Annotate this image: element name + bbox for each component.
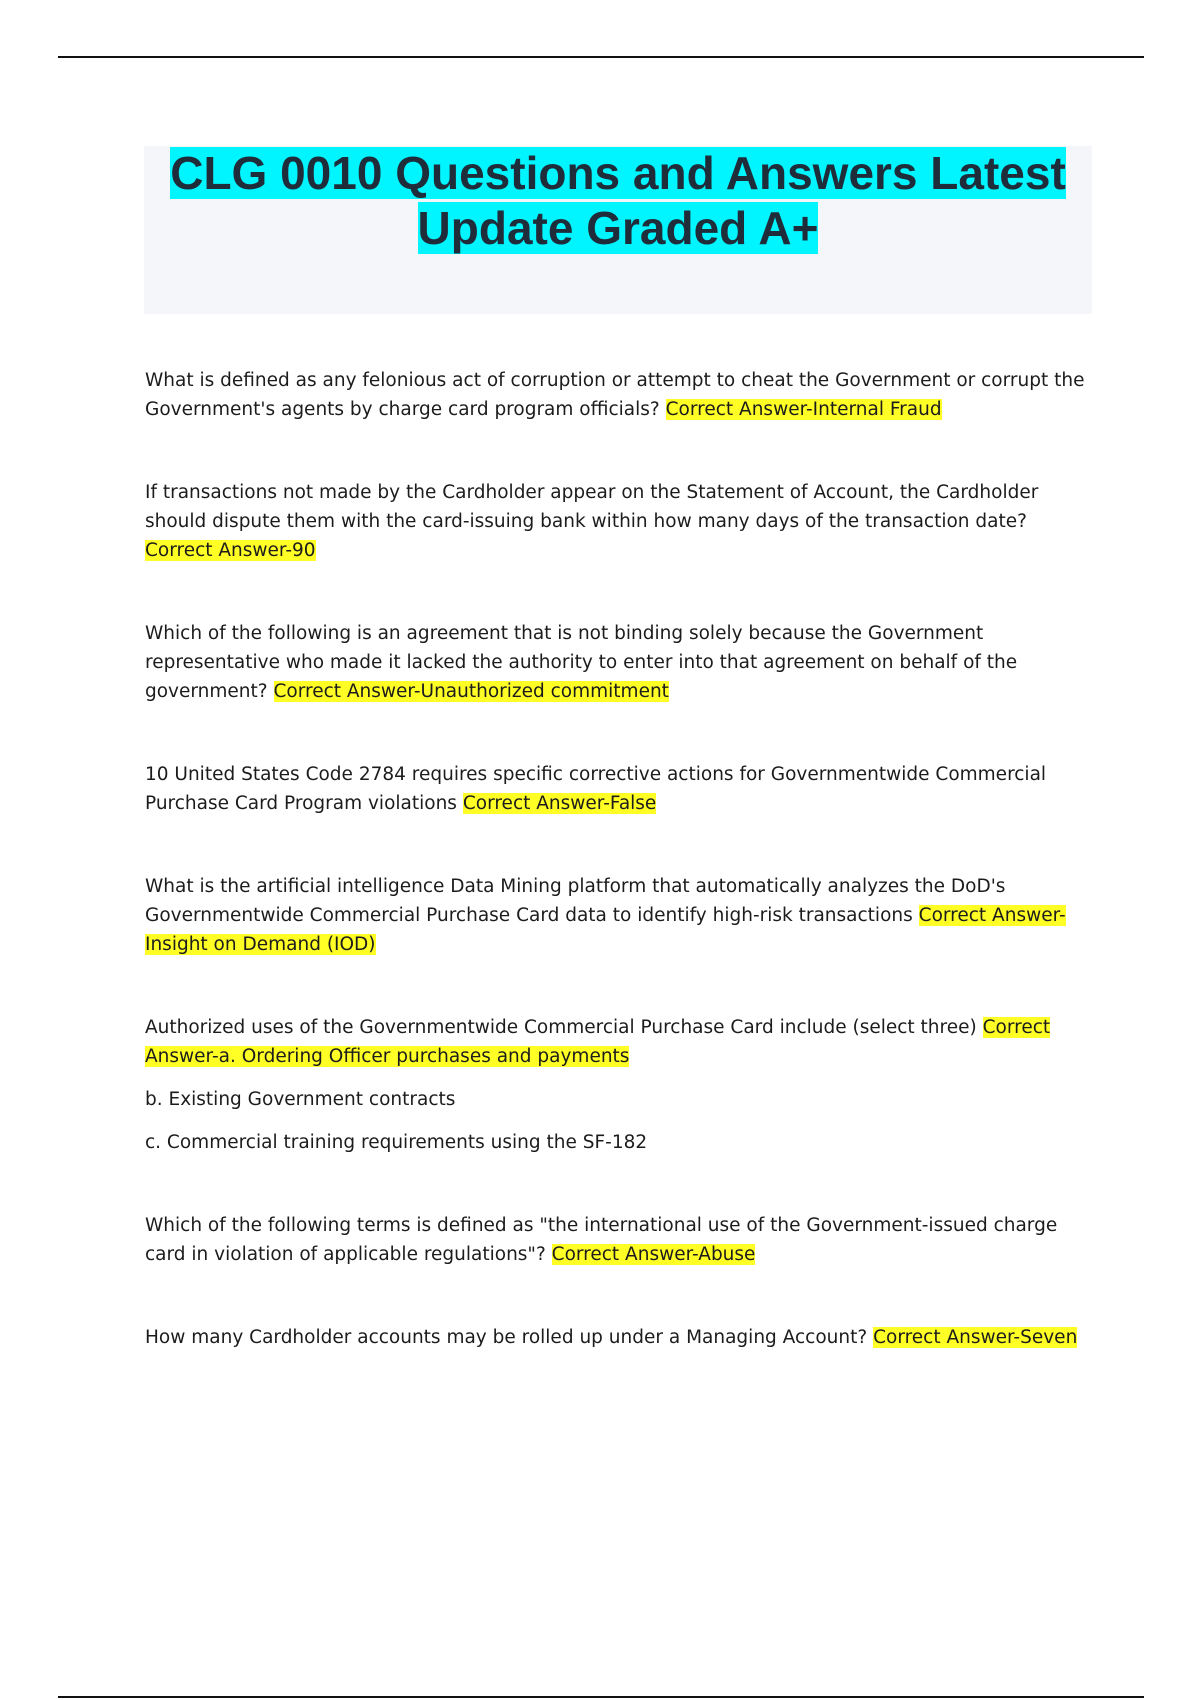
answer-highlight: Correct Answer-Seven: [873, 1327, 1078, 1348]
question-text: [145, 760, 1093, 818]
qa-item: [145, 1323, 1093, 1352]
answer-highlight: Correct Answer-Unauthorized commitment: [273, 681, 669, 702]
question: Which of the following is an agreement that is not binding solely because the Government representative who made it lacked the authority to enter into that agreement on behalf of the government?: [145, 623, 1018, 702]
answer-option: c. Commercial training requirements using the SF-182: [145, 1132, 648, 1153]
question: How many Cardholder accounts may be rolled up under a Managing Account?: [145, 1327, 868, 1348]
qa-item: [145, 760, 1093, 818]
answer-highlight: Correct Answer-Insight on Demand (IOD): [145, 905, 1066, 955]
question-text: [145, 366, 1093, 424]
question-text: [145, 1211, 1093, 1269]
question: Authorized uses of the Governmentwide Commercial Purchase Card include (select three): [145, 1017, 977, 1038]
answer-highlight: Correct Answer-Abuse: [551, 1244, 756, 1265]
title-highlight: CLG 0010 Questions and Answers Latest Update Graded A+: [170, 147, 1066, 254]
question-text: [145, 619, 1093, 706]
question-text: [145, 478, 1093, 565]
qa-list: [145, 312, 1093, 1352]
qa-item: [145, 872, 1093, 959]
question-text: [145, 1013, 1093, 1071]
answer-highlight: Correct Answer-90: [145, 540, 316, 561]
qa-item: [145, 619, 1093, 706]
question: If transactions not made by the Cardholder appear on the Statement of Account, the Cardholder should dispute them with the card-issuing bank within how many days of the transaction date?: [145, 482, 1039, 532]
qa-item: [145, 1013, 1093, 1157]
footer-rule: [58, 1696, 1144, 1698]
document-title: [144, 146, 1092, 256]
question: What is the artificial intelligence Data Mining platform that automatically analyzes the DoD's Governmentwide Commercial Purchase Card data to identify high-risk transactions: [145, 876, 1006, 926]
question-text: [145, 1323, 1093, 1352]
qa-item: [145, 478, 1093, 565]
question: 10 United States Code 2784 requires specific corrective actions for Governmentwide Commercial Purchase Card Program violations: [145, 764, 1047, 814]
title-block: [144, 146, 1092, 314]
qa-item: [145, 1211, 1093, 1269]
qa-item: [145, 366, 1093, 424]
answer-option: b. Existing Government contracts: [145, 1089, 456, 1110]
answer-highlight: Correct Answer-Internal Fraud: [665, 399, 942, 420]
answer-highlight: Correct Answer-False: [462, 793, 657, 814]
question: What is defined as any felonious act of corruption or attempt to cheat the Government or corrupt the Government's agents by charge card program officials?: [145, 370, 1085, 420]
header-rule: [58, 56, 1144, 58]
question: Which of the following terms is defined as "the international use of the Government-issued charge card in violation of applicable regulations"?: [145, 1215, 1058, 1265]
question-text: [145, 872, 1093, 959]
answer-highlight: Correct Answer-a. Ordering Officer purchases and payments: [145, 1017, 1051, 1067]
